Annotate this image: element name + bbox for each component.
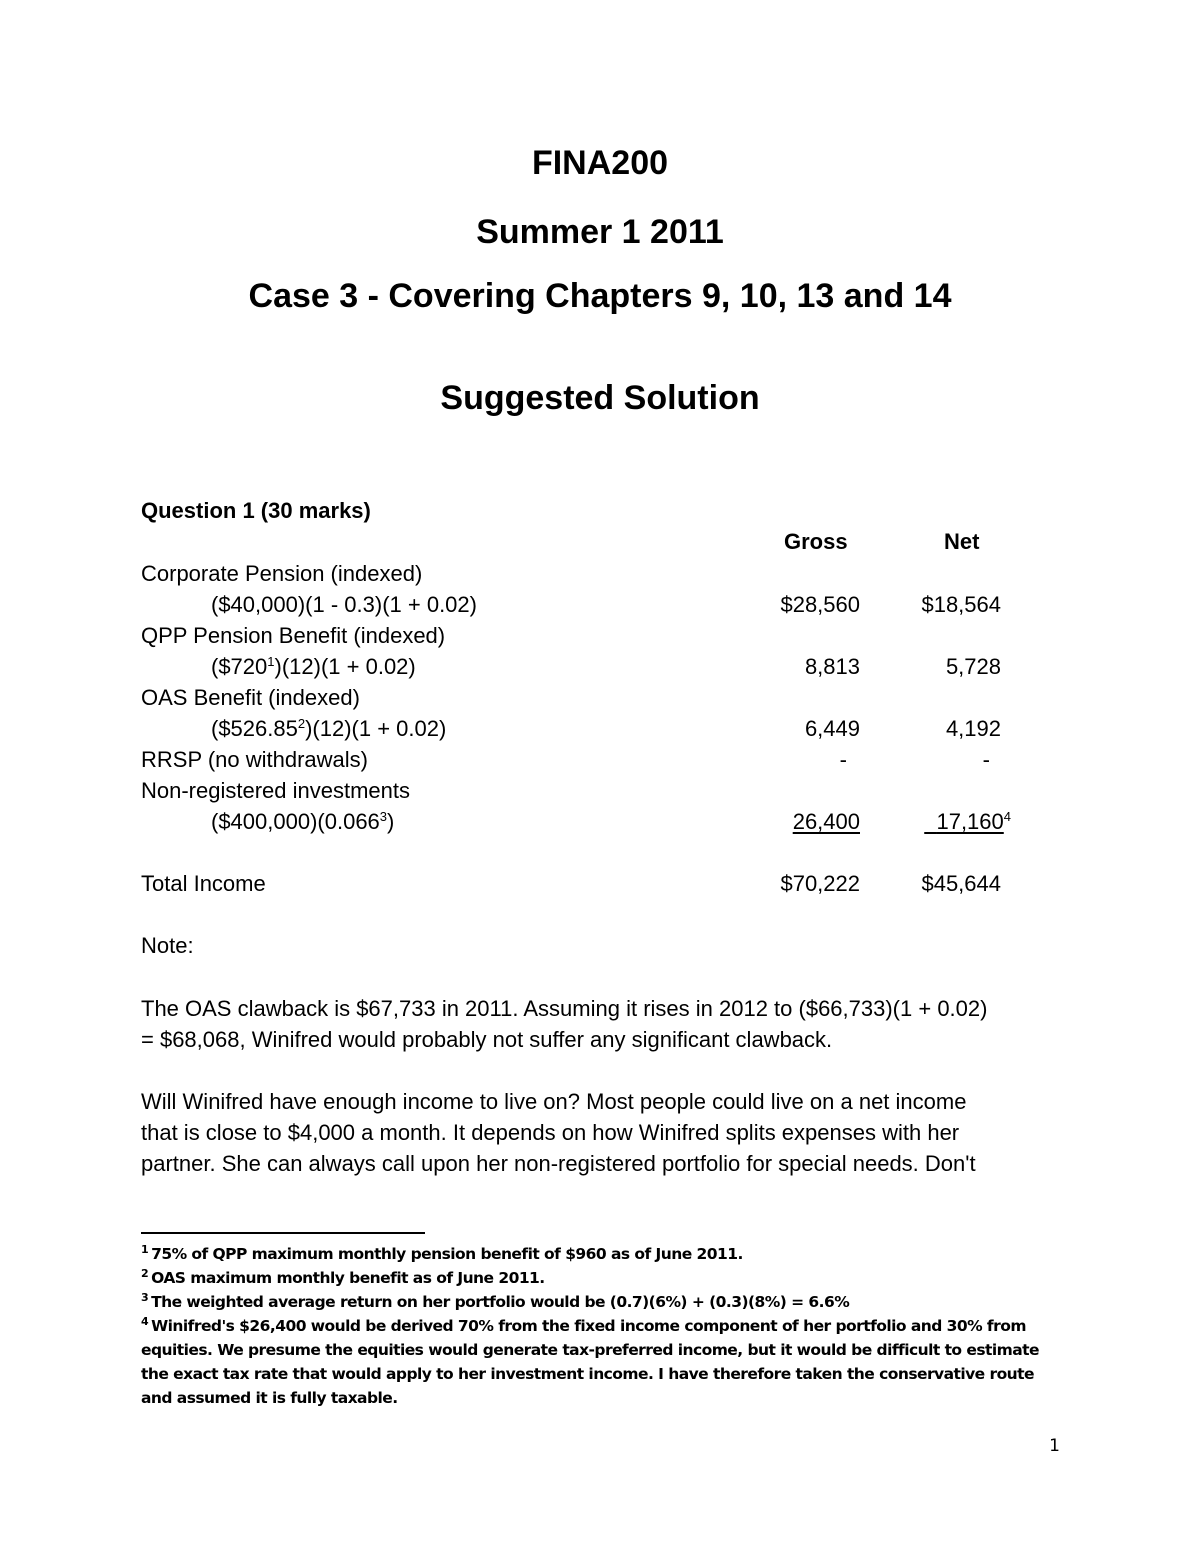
gross-value: 8,813 — [804, 654, 860, 679]
gross-value: 6,449 — [804, 716, 860, 741]
row-formula: $(\$720^1)(12)(1 + 0.02)$ — [211, 654, 416, 679]
net-value: $18,564 — [921, 592, 1001, 617]
note-heading: Note: — [141, 933, 194, 958]
table-row — [0, 713, 1200, 744]
table-row — [0, 589, 1200, 620]
footnote: $^2$ OAS maximum monthly benefit as of June 2011. — [141, 1267, 545, 1287]
footnote: $^1$ 75% of QPP maximum monthly pension benefit of $960 as of June 2011. — [141, 1243, 743, 1263]
total-gross: $70,222 — [780, 871, 860, 896]
term-title: Summer 1 2011 — [476, 213, 724, 251]
suggested-solution-title: Suggested Solution — [440, 379, 760, 417]
total-label: Total Income — [141, 871, 266, 896]
footnote: $^4$ Winifred's $26,400 would be derived 70% from the fixed income component of her portfolio and 30% from equities. We presume the equities would generate tax-preferred income, but it would be difficult to estimate the exact tax rate that would apply to her investment income. I have therefore taken the conservative route and assumed it is fully taxable. — [141, 1315, 1039, 1407]
net-value: - — [982, 747, 990, 772]
footnote: $^3$ The weighted average return on her portfolio would be (0.7)(6%) + (0.3)(8%) = 6.6% — [141, 1291, 850, 1311]
row-formula: $(\$526.85^2)(12)(1 + 0.02)$ — [211, 716, 447, 741]
net-column-header: Net — [944, 529, 980, 554]
gross-value: $28,560 — [780, 592, 860, 617]
row-label: Non-registered investments — [141, 778, 411, 803]
question-heading: Question 1 (30 marks) — [141, 498, 371, 523]
table-row — [0, 775, 1200, 806]
note-paragraph: Will Winifred have enough income to live on? Most people could live on a net income that is close to $4,000 a month. It depends on how Winifred splits expenses with her partner. She can always call upon her non-registered portfolio for special needs. Don't — [141, 1089, 976, 1176]
footnote-ref: 4 — [1003, 809, 1011, 824]
table-row — [0, 682, 1200, 713]
row-formula: ($400,000)(0.066$^3$) — [211, 809, 395, 834]
total-row — [0, 868, 1200, 899]
table-row — [0, 558, 1200, 589]
footnote-ref: 3 — [379, 809, 388, 824]
row-formula: ($40,000)(1 - 0.3)(1 + 0.02) — [211, 592, 477, 617]
row-label: RRSP (no withdrawals) — [141, 747, 369, 772]
gross-column-header: Gross — [784, 529, 848, 554]
course-title: FINA200 — [531, 144, 669, 182]
footnotes — [141, 1242, 1061, 1410]
total-net: $45,644 — [921, 871, 1001, 896]
footnote-ref: 1 — [267, 654, 275, 669]
net-value: 17,160$^4$ — [936, 809, 1011, 834]
page-number: 1 — [1049, 1436, 1060, 1456]
note-paragraph: The OAS clawback is $67,733 in 2011. Assuming it rises in 2012 to ($66,733)(1 + 0.02) = $68,068, Winifred would probably not suffer any significant clawback. — [141, 996, 988, 1052]
footnote-separator — [141, 1232, 425, 1234]
net-value: 4,192 — [945, 716, 1001, 741]
footnote-ref: 2 — [297, 716, 306, 731]
row-label: QPP Pension Benefit (indexed) — [141, 623, 446, 648]
row-label: Corporate Pension (indexed) — [141, 561, 423, 586]
table-row — [0, 806, 1200, 837]
net-value: 5,728 — [945, 654, 1001, 679]
gross-value: - — [839, 747, 847, 772]
table-row — [0, 744, 1200, 775]
row-label: OAS Benefit (indexed) — [141, 685, 360, 710]
case-title: Case 3 - Covering Chapters 9, 10, 13 and 14 — [248, 277, 952, 315]
table-row — [0, 620, 1200, 651]
table-row — [0, 651, 1200, 682]
gross-value: 26,400 — [792, 809, 860, 834]
